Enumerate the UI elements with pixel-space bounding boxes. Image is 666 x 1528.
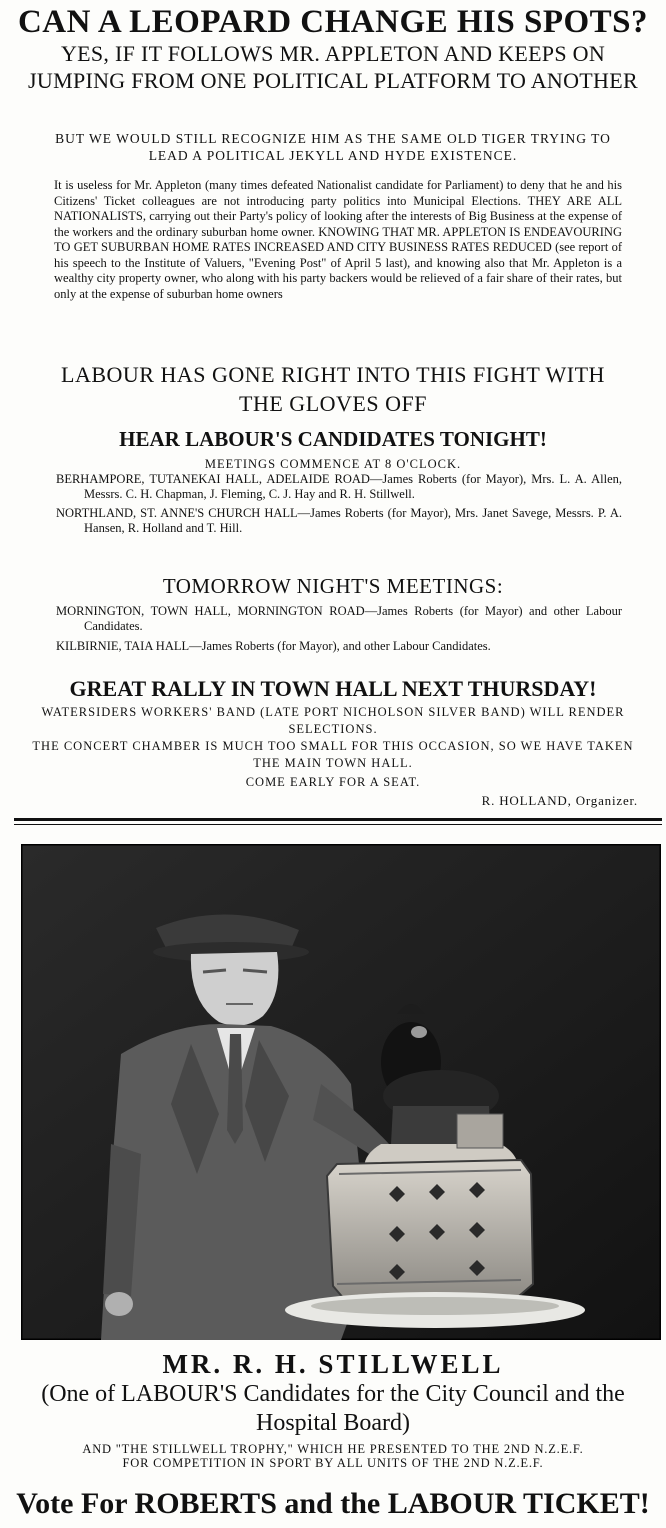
photo-illustration bbox=[21, 844, 661, 1340]
meeting-mornington: MORNINGTON, TOWN HALL, MORNINGTON ROAD—James Roberts (for Mayor) and other Labour Candidates. bbox=[56, 604, 622, 633]
body-paragraph: It is useless for Mr. Appleton (many times defeated Nationalist candidate for Parliament) to deny that he and his Citizens' Ticket colleagues are not introducing party politics into Municipal Elections. THEY ARE ALL NATIONALISTS, carrying out their Party's policy of looking after the interests of Big Business at the expense of the workers and the ordinary suburban home owner. KNOWING THAT MR. APPLETON IS ENDEAVOURING TO GET SUBURBAN HOME RATES INCREASED AND CITY BUSINESS RATES REDUCED (see report of his speech to the Institute of Valuers, "Evening Post" of April 5 last), and knowing also that Mr. Appleton is a wealthy city property owner, who along with his party backers would be relieved of a fair share of their rates, but only at the expense of suburban home owners bbox=[54, 178, 622, 301]
tonight-meetings bbox=[56, 472, 622, 536]
tomorrow-heading: TOMORROW NIGHT'S MEETINGS: bbox=[162, 574, 504, 598]
photo-stillwell-with-trophy bbox=[21, 844, 661, 1340]
divider-rule-thick bbox=[14, 818, 662, 821]
chamber-line: THE CONCERT CHAMBER IS MUCH TOO SMALL FOR THIS OCCASION, SO WE HAVE TAKEN THE MAIN TOWN HALL. bbox=[32, 739, 634, 770]
tomorrow-meetings bbox=[56, 604, 622, 654]
meeting-northland: NORTHLAND, ST. ANNE'S CHURCH HALL—James Roberts (for Mayor), Mrs. Janet Savege, Messrs. P. A. Hansen, R. Holland and T. Hill. bbox=[56, 506, 622, 535]
headline: CAN A LEOPARD CHANGE HIS SPOTS? bbox=[17, 4, 649, 40]
tiger-line: BUT WE WOULD STILL RECOGNIZE HIM AS THE SAME OLD TIGER TRYING TO LEAD A POLITICAL JEKYLL AND HYDE EXISTENCE. bbox=[55, 131, 611, 163]
meeting-berhampore: BERHAMPORE, TUTANEKAI HALL, ADELAIDE ROAD—James Roberts (for Mayor), Mrs. L. A. Allen, Messrs. C. H. Chapman, J. Fleming, C. J. Hay and R. H. Stillwell. bbox=[56, 472, 622, 501]
tonight-heading: HEAR LABOUR'S CANDIDATES TONIGHT! bbox=[119, 427, 547, 451]
come-early-line: COME EARLY FOR A SEAT. bbox=[245, 775, 421, 789]
caption-trophy: AND "THE STILLWELL TROPHY," WHICH HE PRESENTED TO THE 2ND N.Z.E.F. FOR COMPETITION IN SPORT BY ALL UNITS OF THE 2ND N.Z.E.F. bbox=[82, 1442, 584, 1470]
caption-name: MR. R. H. STILLWELL bbox=[162, 1349, 504, 1379]
caption-role: (One of LABOUR'S Candidates for the City Council and the Hospital Board) bbox=[41, 1381, 625, 1436]
divider-rule-thin bbox=[14, 824, 662, 825]
band-line: WATERSIDERS WORKERS' BAND (LATE PORT NICHOLSON SILVER BAND) WILL RENDER SELECTIONS. bbox=[41, 705, 625, 736]
gloves-headline: LABOUR HAS GONE RIGHT INTO THIS FIGHT WITH THE GLOVES OFF bbox=[61, 362, 605, 416]
organizer-signature: R. HOLLAND, Organizer. bbox=[481, 793, 638, 808]
footer-slogan: Vote For ROBERTS and the LABOUR TICKET! bbox=[16, 1487, 650, 1520]
rally-heading: GREAT RALLY IN TOWN HALL NEXT THURSDAY! bbox=[69, 676, 597, 701]
meeting-kilbirnie: KILBIRNIE, TAIA HALL—James Roberts (for Mayor), and other Labour Candidates. bbox=[56, 639, 491, 653]
subheadline: YES, IF IT FOLLOWS MR. APPLETON AND KEEPS ON JUMPING FROM ONE POLITICAL PLATFORM TO ANOTHER bbox=[28, 41, 638, 93]
meetings-commence: MEETINGS COMMENCE AT 8 O'CLOCK. bbox=[204, 457, 462, 471]
